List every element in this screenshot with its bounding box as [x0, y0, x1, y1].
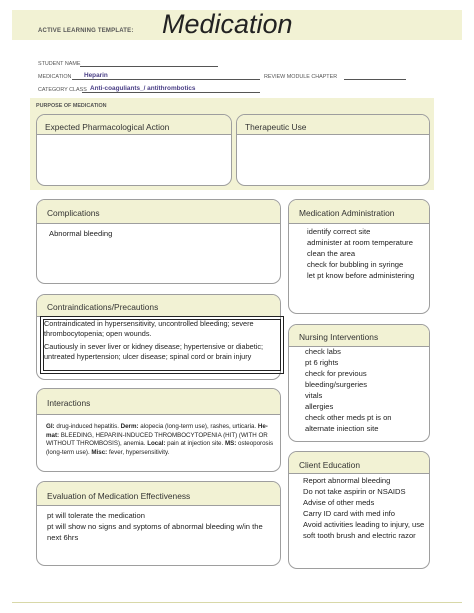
derm-label: Derm: — [120, 423, 139, 430]
med-admin-item: let pt know before administering — [307, 271, 415, 280]
hem-text: BLEEDING, HEPARIN-INDUCED THROMBOCYTOPENIA (HIT) (WITH OR WITHOUT THROMBOSIS), anemia. — [46, 431, 268, 448]
nursing-item: check other meds pt is on — [305, 413, 392, 422]
client-education-box — [288, 451, 430, 569]
contraindications-line: untreated hypertension; ulcer disease; spinal cord or brain injury — [44, 352, 252, 361]
nursing-item: check labs — [305, 347, 341, 356]
evaluation-line: next 6hrs — [47, 533, 79, 542]
client-education-item: Do not take aspirin or NSAIDS — [303, 487, 406, 496]
ms-text: osteoporosis (long-term use). — [46, 440, 274, 457]
student-name-field[interactable] — [80, 66, 218, 67]
complications-text: Abnormal bleeding — [49, 229, 113, 238]
category-field[interactable] — [82, 92, 260, 93]
med-admin-item: identify correct site — [307, 227, 371, 236]
med-admin-item: check for bubbling in syringe — [307, 260, 404, 269]
therapeutic-use-title: Therapeutic Use — [245, 122, 307, 132]
med-admin-box — [288, 199, 430, 314]
evaluation-line: pt will show no signs and syptoms of abnormal bleeding w/in the — [47, 522, 263, 531]
local-label: Local: — [147, 440, 166, 448]
client-education-item: Advise of other meds — [303, 498, 375, 507]
interactions-text — [46, 423, 274, 458]
category-label: CATEGORY CLASS — [38, 87, 87, 93]
medication-label: MEDICATION — [38, 74, 72, 80]
client-education-item: Report abnormal bleeding — [303, 476, 391, 485]
contraindications-line: thrombocytopenia; open wounds. — [44, 329, 152, 338]
gi-label: GI: — [46, 423, 55, 430]
medication-value: Heparin — [84, 72, 108, 79]
nursing-item: pt 6 rights — [305, 358, 339, 367]
student-name-label: STUDENT NAME — [38, 61, 81, 67]
category-value: Anti-coaguliants_/ antithrombotics — [90, 85, 196, 92]
contraindications-line: Contraindicated in hypersensitivity, uncontrolled bleeding; severe — [44, 319, 254, 328]
derm-text: alopecia (long-term use), rashes, urticaria. — [138, 423, 258, 430]
nursing-item: check for previous — [305, 369, 367, 378]
med-admin-title: Medication Administration — [299, 208, 395, 218]
ms-label: MS: — [224, 440, 237, 448]
evaluation-title: Evaluation of Medication Effectiveness — [47, 491, 191, 501]
med-admin-item: clean the area — [307, 249, 356, 258]
footer-divider — [12, 602, 462, 603]
med-admin-item: administer at room temperature — [307, 238, 413, 247]
local-text: pain at injection site. — [165, 440, 225, 448]
client-education-item: soft tooth brush and electric razor — [303, 531, 416, 540]
nursing-item: vitals — [305, 391, 323, 400]
hem-label: He- mat: — [46, 423, 268, 439]
therapeutic-use-box — [236, 114, 430, 186]
evaluation-line: pt will tolerate the medication — [47, 511, 145, 520]
medication-field[interactable] — [72, 79, 260, 80]
pharm-action-box — [36, 114, 232, 186]
page-title: Medication — [162, 9, 293, 39]
contraindications-title: Contraindications/Precautions — [47, 302, 159, 312]
template-label: ACTIVE LEARNING TEMPLATE: — [38, 28, 134, 34]
client-education-item: Carry ID card with med info — [303, 509, 395, 518]
nursing-item: bleeding/surgeries — [305, 380, 368, 389]
client-education-item: Avoid activities leading to injury, use — [303, 520, 425, 529]
interactions-title: Interactions — [47, 398, 91, 408]
client-education-title: Client Education — [299, 460, 360, 470]
gi-text: drug-induced hepatitis. — [54, 423, 121, 430]
nursing-title: Nursing Interventions — [299, 332, 379, 342]
purpose-label: PURPOSE OF MEDICATION — [36, 103, 107, 109]
misc-label: Misc: — [91, 449, 108, 457]
nursing-item: allergies — [305, 402, 334, 411]
misc-text: fever, hypersensitivity. — [107, 449, 170, 457]
interactions-box — [36, 388, 281, 472]
nursing-box — [288, 324, 430, 442]
review-module-label: REVIEW MODULE CHAPTER — [264, 74, 338, 80]
pharm-action-title: Expected Pharmacological Action — [45, 122, 170, 132]
complications-title: Complications — [47, 208, 100, 218]
review-module-field[interactable] — [344, 79, 406, 80]
evaluation-box — [36, 481, 281, 566]
contraindications-line: Cautiously in sever liver or kidney disease; hypertensive or diabetic; — [44, 342, 264, 351]
complications-box — [36, 199, 281, 284]
nursing-item: alternate iniection site — [305, 424, 379, 433]
